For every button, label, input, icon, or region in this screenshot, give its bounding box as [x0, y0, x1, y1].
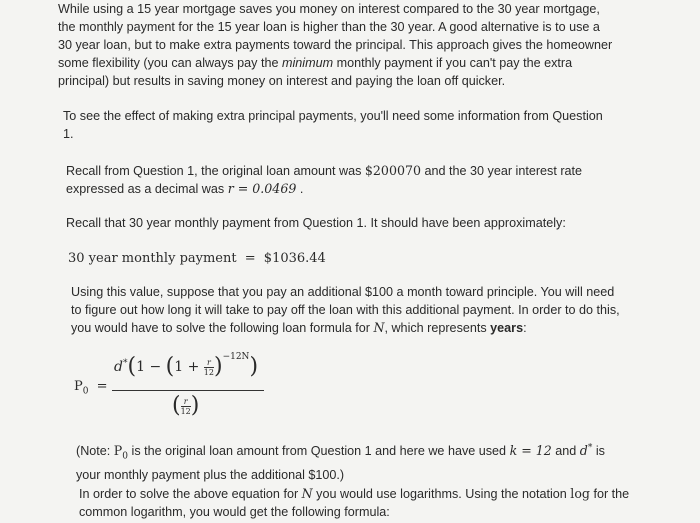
intro-line-3: 30 year loan, but to make extra payments toward the principal. This approach gives the homeowner — [58, 38, 613, 52]
intro-line-5: principal) but results in saving money on interest and paying the loan off quicker. — [58, 74, 506, 88]
recall-loan-paragraph: Recall from Question 1, the original loan amount was $200070 and the 30 year interest rate expressed as a decimal was r = 0.0469 . — [66, 163, 583, 196]
formula-lhs: $P_0$ = — [74, 379, 108, 397]
interest-rate: r = 0.0469 — [227, 181, 297, 196]
minimum-emphasis: minimum — [282, 56, 334, 70]
formula-denominator: ( $\frac{r}{12}$ ) — [172, 393, 200, 418]
formula-fraction-bar — [112, 390, 264, 391]
formula-numerator: d*(1 − (1 + $\frac{r}{12}$ )$^{-12N}$) — [114, 352, 259, 379]
payment-value: $1036.44 — [263, 251, 326, 266]
order-paragraph: In order to solve the above equation for N you would use logarithms. Using the notation log for the common logarithm, you would get the following formula: — [79, 486, 630, 519]
payment-label: 30 year monthly payment — [68, 251, 237, 266]
loan-amount: $200070 — [364, 163, 421, 178]
intro-paragraph — [58, 0, 698, 90]
intro-line-2: the monthly payment for the 15 year loan is higher than the 30 year. A good alternative is to use a — [58, 20, 600, 34]
loan-formula — [74, 346, 274, 426]
note-paragraph: (Note: $P_0$ is the original loan amount from Question 1 and here we have used k = 12 and d* is your monthly payment plus the additional $100.) — [76, 443, 605, 482]
years-emphasis: years — [490, 321, 524, 335]
recall-payment-paragraph: Recall that 30 year monthly payment from Question 1. It should have been approximately: — [66, 216, 566, 230]
see-paragraph: To see the effect of making extra principal payments, you'll need some information from Question 1. — [63, 109, 603, 141]
intro-line-4: some flexibility (you can always pay the minimum monthly payment if you can't pay the extra — [58, 56, 573, 70]
intro-line-1: While using a 15 year mortgage saves you money on interest compared to the 30 year mortgage, — [58, 2, 600, 16]
payment-equation: 30 year monthly payment = $1036.44 — [68, 251, 326, 266]
using-paragraph: Using this value, suppose that you pay an additional $100 a month toward principle. You will need to figure out how long it will take to pay off the loan with this additional payment. In order to do this, you would have to solve the following loan formula for N, which represents years: — [71, 285, 620, 335]
